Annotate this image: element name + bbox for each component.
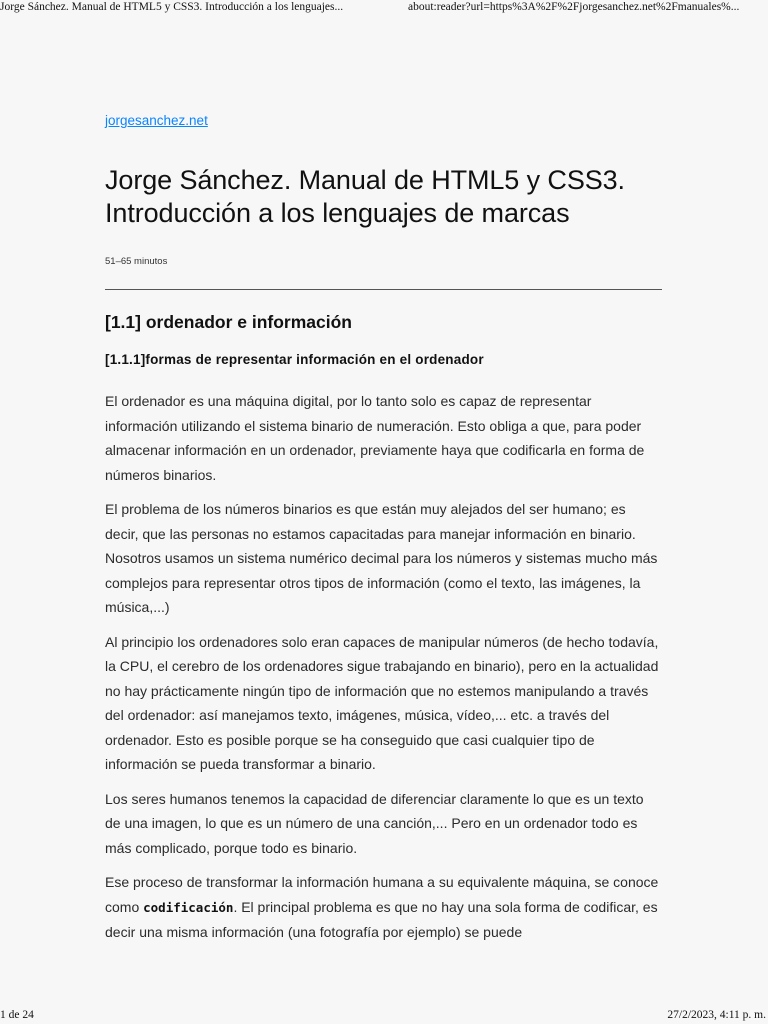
paragraph-codificacion xyxy=(105,870,662,945)
paragraph: El problema de los números binarios es que están muy alejados del ser humano; es decir, que las personas no estamos capacitadas para manejar información en binario. Nosotros usamos un sistema numérico decimal para los números y sistemas mucho más complejos para representar otros tipos de información (como el texto, las imágenes, la música,...) xyxy=(105,501,658,615)
page-counter: 1 de 24 xyxy=(0,1009,34,1021)
paragraph: El ordenador es una máquina digital, por lo tanto solo es capaz de representar información utilizando el sistema binario de numeración. Esto obliga a que, para poder almacenar información en un ordenador, previamente haya que codificarla en forma de números binarios. xyxy=(105,393,645,483)
reader-view-article xyxy=(105,112,662,945)
section-heading: [1.1] ordenador e información xyxy=(105,312,352,332)
header-divider xyxy=(105,289,662,290)
article-title-line-2: Introducción a los lenguajes de marcas xyxy=(105,198,570,228)
paragraph-text-after: . El principal problema es que no hay una sola forma de codificar, es decir una misma información (una fotografía por ejemplo) se puede xyxy=(105,898,658,940)
paragraph: Los seres humanos tenemos la capacidad de diferenciar claramente lo que es un texto de una imagen, lo que es un número de una canción,... Pero en un ordenador todo es más complicado, porque todo es binario. xyxy=(105,790,644,856)
subsection-heading: [1.1.1]formas de representar información en el ordenador xyxy=(105,352,484,367)
article-title-line-1: Jorge Sánchez. Manual de HTML5 y CSS3. xyxy=(105,165,625,195)
print-header xyxy=(0,0,768,16)
paragraph: Al principio los ordenadores solo eran capaces de manipular números (de hecho todavía, la CPU, el cerebro de los ordenadores sigue trabajando en binario), pero en la actualidad no hay prácticamente ningún tipo de información que no estemos manipulando a través del ordenador: así manejamos texto, imágenes, música, vídeo,... etc. a través del ordenador. Esto es posible porque se ha conseguido que casi cualquier tipo de información se pueda transformar a binario. xyxy=(105,633,659,772)
print-footer xyxy=(0,1008,768,1024)
source-domain-link[interactable]: jorgesanchez.net xyxy=(105,113,208,128)
paragraph-text-before: Ese proceso de transformar la información humana a su equivalente máquina, se conoce como xyxy=(105,874,659,915)
print-datetime: 27/2/2023, 4:11 p. m. xyxy=(667,1009,766,1021)
article-title xyxy=(105,164,662,230)
term-codificacion: codificación xyxy=(143,899,234,915)
print-header-title: Jorge Sánchez. Manual de HTML5 y CSS3. Introducción a los lenguajes... xyxy=(0,1,344,13)
print-header-url: about:reader?url=https%3A%2F%2Fjorgesanchez.net%2Fmanuales%... xyxy=(408,1,740,13)
reading-time: 51–65 minutos xyxy=(105,256,168,267)
